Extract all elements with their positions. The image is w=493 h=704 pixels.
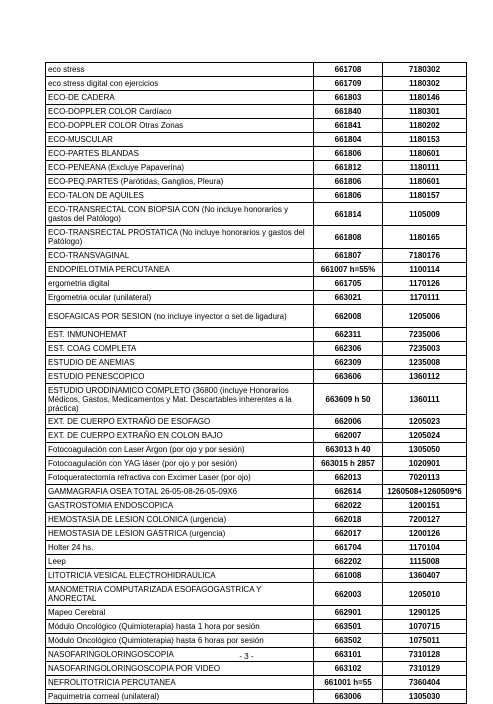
row-description: Módulo Oncológico (Quimioterapia) hasta 6 horas por sesión (46, 634, 314, 648)
table-row (46, 189, 467, 203)
row-code: 663102 (314, 662, 383, 676)
table-row (46, 384, 467, 415)
row-description: ENDOPIELOTMIA PERCUTANEA (46, 263, 314, 277)
row-value: 1360112 (383, 370, 467, 384)
row-value: 1170111 (383, 291, 467, 305)
row-description: GAMMAGRAFIA OSEA TOTAL 26-05-08-26-05-09X6 (46, 485, 314, 499)
row-value: 1360111 (383, 384, 467, 415)
row-code: 661840 (314, 105, 383, 119)
row-value: 1200126 (383, 527, 467, 541)
row-description: LITOTRICIA VESICAL ELECTROHIDRAULICA (46, 569, 314, 583)
table-row (46, 147, 467, 161)
row-value: 1305030 (383, 690, 467, 704)
row-code: 663021 (314, 291, 383, 305)
row-value: 1180601 (383, 175, 467, 189)
row-value: 1205010 (383, 583, 467, 606)
row-value: 1180111 (383, 161, 467, 175)
row-value: 1020901 (383, 457, 467, 471)
table-row (46, 356, 467, 370)
table-row (46, 457, 467, 471)
row-description: ECO-TRANSRECTAL CON BIOPSIA CON (No incluye honorarios y gastos del Patólogo) (46, 203, 314, 226)
row-description: ECO-TRANSRECTAL PROSTATICA (No incluye honorarios y gastos del Patólogo) (46, 226, 314, 249)
row-value: 7310129 (383, 662, 467, 676)
row-value: 1075011 (383, 634, 467, 648)
table-row (46, 291, 467, 305)
row-code: 661814 (314, 203, 383, 226)
row-code: 662614 (314, 485, 383, 499)
row-code: 661708 (314, 63, 383, 77)
row-code: 662309 (314, 356, 383, 370)
row-code: 662202 (314, 555, 383, 569)
row-code: 661001 h=55 (314, 676, 383, 690)
row-description: Fotoqueratectomía refractiva con Excimer Laser (por ojo) (46, 471, 314, 485)
row-description: ECO-TALON DE AQUILES (46, 189, 314, 203)
row-code: 661008 (314, 569, 383, 583)
row-description: NASOFARINGOLORINGOSCOPIA (46, 648, 314, 662)
table-row (46, 429, 467, 443)
row-code: 662311 (314, 328, 383, 342)
table-row (46, 583, 467, 606)
row-code: 662013 (314, 471, 383, 485)
row-value: 1180301 (383, 105, 467, 119)
table-row (46, 133, 467, 147)
table-row (46, 370, 467, 384)
table-row (46, 499, 467, 513)
row-description: eco stress digital con ejercicios (46, 77, 314, 91)
row-value: 1180153 (383, 133, 467, 147)
row-value: 1170126 (383, 277, 467, 291)
row-code: 663609 h 50 (314, 384, 383, 415)
row-description: ECO-MUSCULAR (46, 133, 314, 147)
row-code: 663606 (314, 370, 383, 384)
row-description: ESTUDIO URODINAMICO COMPLETO (36800 (incluye Honorarios Médicos, Gastos, Medicamentos y Mat. Descartables inherentes a la práctica) (46, 384, 314, 415)
row-value: 1205024 (383, 429, 467, 443)
row-code: 661808 (314, 226, 383, 249)
table-row (46, 676, 467, 690)
table-row (46, 342, 467, 356)
table-row (46, 77, 467, 91)
page-number: - 3 - (239, 652, 254, 661)
row-description: Holter 24 hs. (46, 541, 314, 555)
table-row (46, 443, 467, 457)
table-row (46, 249, 467, 263)
row-value: 1180146 (383, 91, 467, 105)
row-description: NASOFARINGOLORINGOSCOPIA POR VIDEO (46, 662, 314, 676)
table-row (46, 634, 467, 648)
row-description: ESOFAGICAS POR SESION (no incluye inyector o set de ligadura) (46, 305, 314, 328)
row-code: 661812 (314, 161, 383, 175)
row-description: Mapeo Cerebral (46, 606, 314, 620)
row-description: eco stress (46, 63, 314, 77)
row-code: 662008 (314, 305, 383, 328)
row-code: 663013 h 40 (314, 443, 383, 457)
table-row (46, 415, 467, 429)
row-code: 663502 (314, 634, 383, 648)
row-code: 661841 (314, 119, 383, 133)
row-value: 1170104 (383, 541, 467, 555)
row-code: 662022 (314, 499, 383, 513)
table-row (46, 175, 467, 189)
tariff-table-body (46, 63, 467, 704)
table-row (46, 662, 467, 676)
row-description: EST. INMUNOHEMAT (46, 328, 314, 342)
row-value: 1305050 (383, 443, 467, 457)
table-row (46, 471, 467, 485)
row-code: 662306 (314, 342, 383, 356)
row-value: 1180601 (383, 147, 467, 161)
row-description: ECO-PENEANA (Excluye Papaverina) (46, 161, 314, 175)
row-value: 7235003 (383, 342, 467, 356)
row-code: 662018 (314, 513, 383, 527)
table-row (46, 620, 467, 634)
row-value: 1070715 (383, 620, 467, 634)
row-code: 662003 (314, 583, 383, 606)
row-description: ECO-TRANSVAGINAL (46, 249, 314, 263)
row-description: ECO-DOPPLER COLOR Cardíaco (46, 105, 314, 119)
row-code: 661709 (314, 77, 383, 91)
row-code: 663101 (314, 648, 383, 662)
row-code: 661705 (314, 277, 383, 291)
row-code: 661704 (314, 541, 383, 555)
row-value: 1360407 (383, 569, 467, 583)
table-row (46, 119, 467, 133)
table-row (46, 263, 467, 277)
row-description: ESTUDIO DE ANEMIAS (46, 356, 314, 370)
row-value: 1180165 (383, 226, 467, 249)
row-description: ECO-DOPPLER COLOR Otras Zonas (46, 119, 314, 133)
row-value: 7310128 (383, 648, 467, 662)
row-value: 1180302 (383, 77, 467, 91)
table-row (46, 277, 467, 291)
row-code: 663006 (314, 690, 383, 704)
row-value: 1290125 (383, 606, 467, 620)
table-row (46, 63, 467, 77)
row-description: Paquimetria corneal (unilateral) (46, 690, 314, 704)
row-code: 662007 (314, 429, 383, 443)
row-description: ESTUDIO PENESCOPICO (46, 370, 314, 384)
table-row (46, 203, 467, 226)
row-description: Fotocoagulación con Laser Argon (por ojo y por sesión) (46, 443, 314, 457)
row-description: EXT. DE CUERPO EXTRAÑO DE ESOFAGO (46, 415, 314, 429)
row-value: 1180157 (383, 189, 467, 203)
row-value: 7360404 (383, 676, 467, 690)
row-value: 1115008 (383, 555, 467, 569)
row-value: 1200151 (383, 499, 467, 513)
row-description: GASTROSTOMIA ENDOSCOPICA (46, 499, 314, 513)
row-code: 663501 (314, 620, 383, 634)
row-code: 662017 (314, 527, 383, 541)
table-row (46, 527, 467, 541)
row-code: 662901 (314, 606, 383, 620)
row-code: 663015 h 2857 (314, 457, 383, 471)
tariff-table (45, 62, 467, 704)
row-value: 7235006 (383, 328, 467, 342)
table-row (46, 485, 467, 499)
row-value: 7180176 (383, 249, 467, 263)
row-value: 1205023 (383, 415, 467, 429)
row-description: Módulo Oncológico (Quimioterapia) hasta 1 hora por sesión (46, 620, 314, 634)
row-description: MANOMETRIA COMPUTARIZADA ESOFAGOGASTRICA Y ANORECTAL (46, 583, 314, 606)
row-value: 1235008 (383, 356, 467, 370)
row-description: NEFROLITOTRICIA PERCUTANEA (46, 676, 314, 690)
table-row (46, 513, 467, 527)
row-value: 1260508+1260509*6 (383, 485, 467, 499)
row-code: 661806 (314, 175, 383, 189)
row-code: 661806 (314, 189, 383, 203)
table-row (46, 541, 467, 555)
row-description: ergometria digital (46, 277, 314, 291)
row-value: 7020113 (383, 471, 467, 485)
row-description: EXT. DE CUERPO EXTRAÑO EN COLON BAJO (46, 429, 314, 443)
row-value: 1180202 (383, 119, 467, 133)
table-row (46, 569, 467, 583)
row-value: 1105009 (383, 203, 467, 226)
row-description: HEMOSTASIA DE LESION GASTRICA (urgencia) (46, 527, 314, 541)
row-description: HEMOSTASIA DE LESION COLONICA (urgencia) (46, 513, 314, 527)
row-value: 1205006 (383, 305, 467, 328)
row-code: 661803 (314, 91, 383, 105)
row-code: 661807 (314, 249, 383, 263)
table-row (46, 226, 467, 249)
row-description: ECO-DE CADERA (46, 91, 314, 105)
row-value: 7200127 (383, 513, 467, 527)
row-code: 662006 (314, 415, 383, 429)
table-row (46, 305, 467, 328)
table-row (46, 91, 467, 105)
row-description: Ergometria ocular (unilateral) (46, 291, 314, 305)
table-row (46, 105, 467, 119)
row-code: 661804 (314, 133, 383, 147)
table-row (46, 161, 467, 175)
table-row (46, 555, 467, 569)
row-description: ECO-PARTES BLANDAS (46, 147, 314, 161)
row-description: Fotocoagulación con YAG láser (por ojo y por sesión) (46, 457, 314, 471)
row-description: ECO-PEQ.PARTES (Parótidas, Ganglios, Pleura) (46, 175, 314, 189)
row-value: 7180302 (383, 63, 467, 77)
row-value: 1100114 (383, 263, 467, 277)
row-description: Leep (46, 555, 314, 569)
row-code: 661806 (314, 147, 383, 161)
row-description: EST. COAG COMPLETA (46, 342, 314, 356)
table-row (46, 606, 467, 620)
row-code: 661007 h=55% (314, 263, 383, 277)
table-row (46, 328, 467, 342)
